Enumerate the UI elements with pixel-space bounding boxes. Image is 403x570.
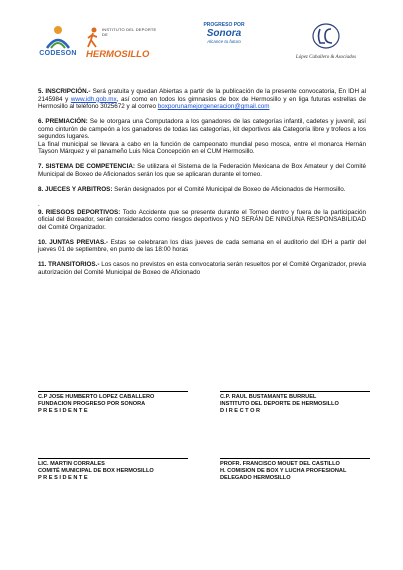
section-inscripcion — [38, 88, 366, 111]
signature-line — [38, 458, 188, 459]
signatory-name: C.P. RAUL BUSTAMANTE BURRUEL — [220, 394, 317, 400]
section-jueces-arbitros — [38, 186, 366, 194]
stray-period: . — [38, 201, 40, 209]
lc-monogram-icon — [311, 22, 341, 50]
section-text: La final municipal se llevara a cabo en la función de campeonato mundial peso mosca, entre el monarca Hernán Tayson Márquez y el panameño Luis Nica Concepción en el CUM Hermosillo. — [38, 140, 366, 156]
signatory-org: INSTITUTO DEL DEPORTE DE HERMOSILLO — [220, 401, 339, 407]
codeson-emblem-icon — [43, 22, 73, 50]
codeson-logo — [36, 22, 80, 57]
runner-icon — [86, 27, 100, 49]
section-text: Los casos no previstos en esta convocatoria serán resueltos por el Comité Organizador, previa autorización del Comité Municipal de Boxeo de Aficionado — [38, 261, 367, 276]
idh-top-label: INSTITUTO DEL DEPORTE DE — [102, 27, 157, 37]
signatory-name: C.P JOSE HUMBERTO LOPEZ CABALLERO — [38, 394, 155, 400]
section-juntas-previas — [38, 239, 366, 254]
section-heading: 8. JUECES Y ARBITROS: — [38, 185, 113, 193]
signature-line — [220, 391, 370, 392]
signature-block — [220, 391, 370, 415]
idh-website-link[interactable]: www.idh.gob.mx — [70, 95, 117, 103]
section-text: Será gratuita y quedan Abiertas a partir de la publicación de la presente convocatoria, En IDH al 2145984 y — [38, 88, 366, 103]
section-text: Estas se celebraran los días jueves de cada semana en el auditorio del IDH a partir del jueves 01 de septiembre, en punto de las 18:00 horas — [38, 238, 366, 254]
section-text: , así como en todos los gimnasios de box de Hermosillo y en liga futuras estrellas de Hermosillo al teléfono 3025672 y al correo — [38, 95, 366, 111]
signatory-role: P R E S I D E N T E — [38, 475, 88, 481]
section-heading: 11. TRANSITORIOS.- — [38, 261, 100, 269]
signature-line — [220, 458, 370, 459]
signature-block — [220, 458, 370, 482]
sonora-logo — [184, 22, 264, 44]
signature-block — [38, 391, 188, 415]
signatory-name: PROFR. FRANCISCO MOUET DEL CASTILLO — [220, 461, 340, 467]
signatory-name: LIC. MARTIN CORRALES — [38, 461, 105, 467]
section-heading: 9. RIESGOS DEPORTIVOS: — [38, 208, 121, 216]
signatory-role: DELEGADO HERMOSILLO — [220, 475, 291, 481]
section-heading: 5. INSCRIPCIÓN.- — [38, 88, 91, 95]
lopez-caballero-label: López Caballero & Asociados — [295, 55, 357, 60]
signatory-org: H. COMISION DE BOX Y LUCHA PROFESIONAL — [220, 468, 347, 474]
email-link[interactable]: boxporunamejorgeneracion@gmail.com — [157, 103, 270, 111]
section-text: Todo Accidente que se presente durante el Torneo dentro y fuera de la participación oficial del Boxeador, serán considerados como riesgos deportivos y NO SERÁN DE NINGUNA RESPONSABILIDAD del Comité Organizador. — [38, 208, 367, 231]
section-heading: 6. PREMIACIÓN: — [38, 118, 88, 126]
section-text: Se le otorgara una Computadora a los ganadores de las categorías infantil, cadetes y juvenil, así como cinturón de campeón a los ganadores de todas las categorías, kit deportivos ala Categoría libre y trofeos a los segundos lugares. — [38, 118, 366, 141]
sonora-sub-label: Alcance tu futuro — [207, 39, 241, 44]
sonora-main-label: Sonora — [206, 28, 242, 39]
signatory-org: COMITÉ MUNICIPAL DE BOX HERMOSILLO — [38, 468, 154, 474]
section-transitorios — [38, 261, 366, 276]
header-logos — [36, 22, 367, 66]
codeson-label: CODESON — [39, 50, 77, 57]
section-sistema-competencia — [38, 163, 366, 178]
document-body — [38, 88, 366, 284]
signatory-org: FUNDACION PROGRESO POR SONORA — [38, 401, 146, 407]
idh-logo — [86, 27, 158, 60]
signature-block — [38, 458, 188, 482]
section-heading: 7. SISTEMA DE COMPETENCIA: — [38, 163, 135, 171]
signature-line — [38, 391, 188, 392]
section-heading: 10. JUNTAS PREVIAS.- — [38, 238, 109, 246]
lopez-caballero-logo — [286, 22, 366, 60]
sonora-top-label: PROGRESO POR — [203, 22, 245, 28]
section-text: Se utilizara el Sistema de la Federación Mexicana de Box Amateur y del Comité Municipal de Boxeo de Aficionados serán los que se aplicaran durante el torneo. — [38, 163, 366, 178]
section-text: Serán designados por el Comité Municipal de Boxeo de Aficionados de Hermosillo. — [112, 185, 346, 193]
signatory-role: D I R E C T O R — [220, 408, 261, 414]
section-premiacion — [38, 118, 366, 156]
section-riesgos-deportivos — [38, 201, 366, 231]
signatory-role: P R E S I D E N T E — [38, 408, 88, 414]
idh-main-label: HERMOSILLO — [86, 49, 150, 60]
